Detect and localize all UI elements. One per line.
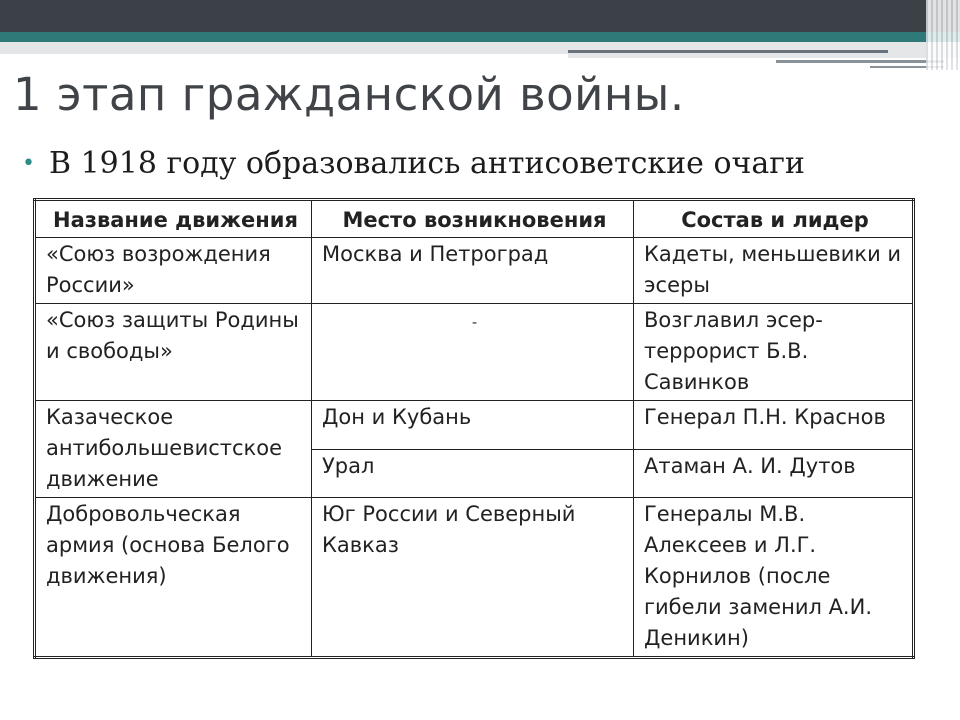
cell-name: «Союз возрождения России» xyxy=(35,238,312,304)
column-header-composition: Состав и лидер xyxy=(634,200,914,238)
cell-composition: Атаман А. И. Дутов xyxy=(634,449,914,498)
table-row xyxy=(35,238,914,304)
cell-composition: Генерал П.Н. Краснов xyxy=(634,401,914,450)
bullet-item xyxy=(22,146,805,181)
header-band-light xyxy=(0,42,568,54)
cell-place-empty: - xyxy=(471,315,478,331)
cell-place: Дон и Кубань xyxy=(312,401,634,450)
table-row xyxy=(35,401,914,450)
table-row xyxy=(35,304,914,401)
cell-composition: Генералы М.В. Алексеев и Л.Г. Корнилов (после гибели заменил А.И. Деникин) xyxy=(634,498,914,658)
column-header-place: Место возникновения xyxy=(312,200,634,238)
cell-place: Урал xyxy=(312,449,634,498)
cell-name: «Союз защиты Родины и свободы» xyxy=(35,304,312,401)
cell-place: Москва и Петроград xyxy=(312,238,634,304)
header-stripes xyxy=(926,0,960,70)
header-band-dark xyxy=(0,0,960,32)
cell-place: Юг России и Северный Кавказ xyxy=(312,498,634,658)
slide-title: 1 этап гражданской войны. xyxy=(13,68,685,121)
cell-name: Казаческое антибольшевистское движение xyxy=(35,401,312,498)
header-rule xyxy=(568,50,888,53)
column-header-name: Название движения xyxy=(35,200,312,238)
bullet-dot-icon: • xyxy=(22,150,35,176)
header-band-accent xyxy=(0,32,960,42)
header-rule xyxy=(776,60,944,63)
table-header-row xyxy=(35,200,914,238)
cell-composition: Возглавил эсер-террорист Б.В. Савинков xyxy=(634,304,914,401)
cell-name: Добровольческая армия (основа Белого движения) xyxy=(35,498,312,658)
cell-composition: Кадеты, меньшевики и эсеры xyxy=(634,238,914,304)
table-row xyxy=(35,498,914,658)
bullet-text: В 1918 году образовались антисоветские очаги xyxy=(48,146,805,181)
movements-table xyxy=(33,198,915,659)
cell-place xyxy=(312,304,634,401)
